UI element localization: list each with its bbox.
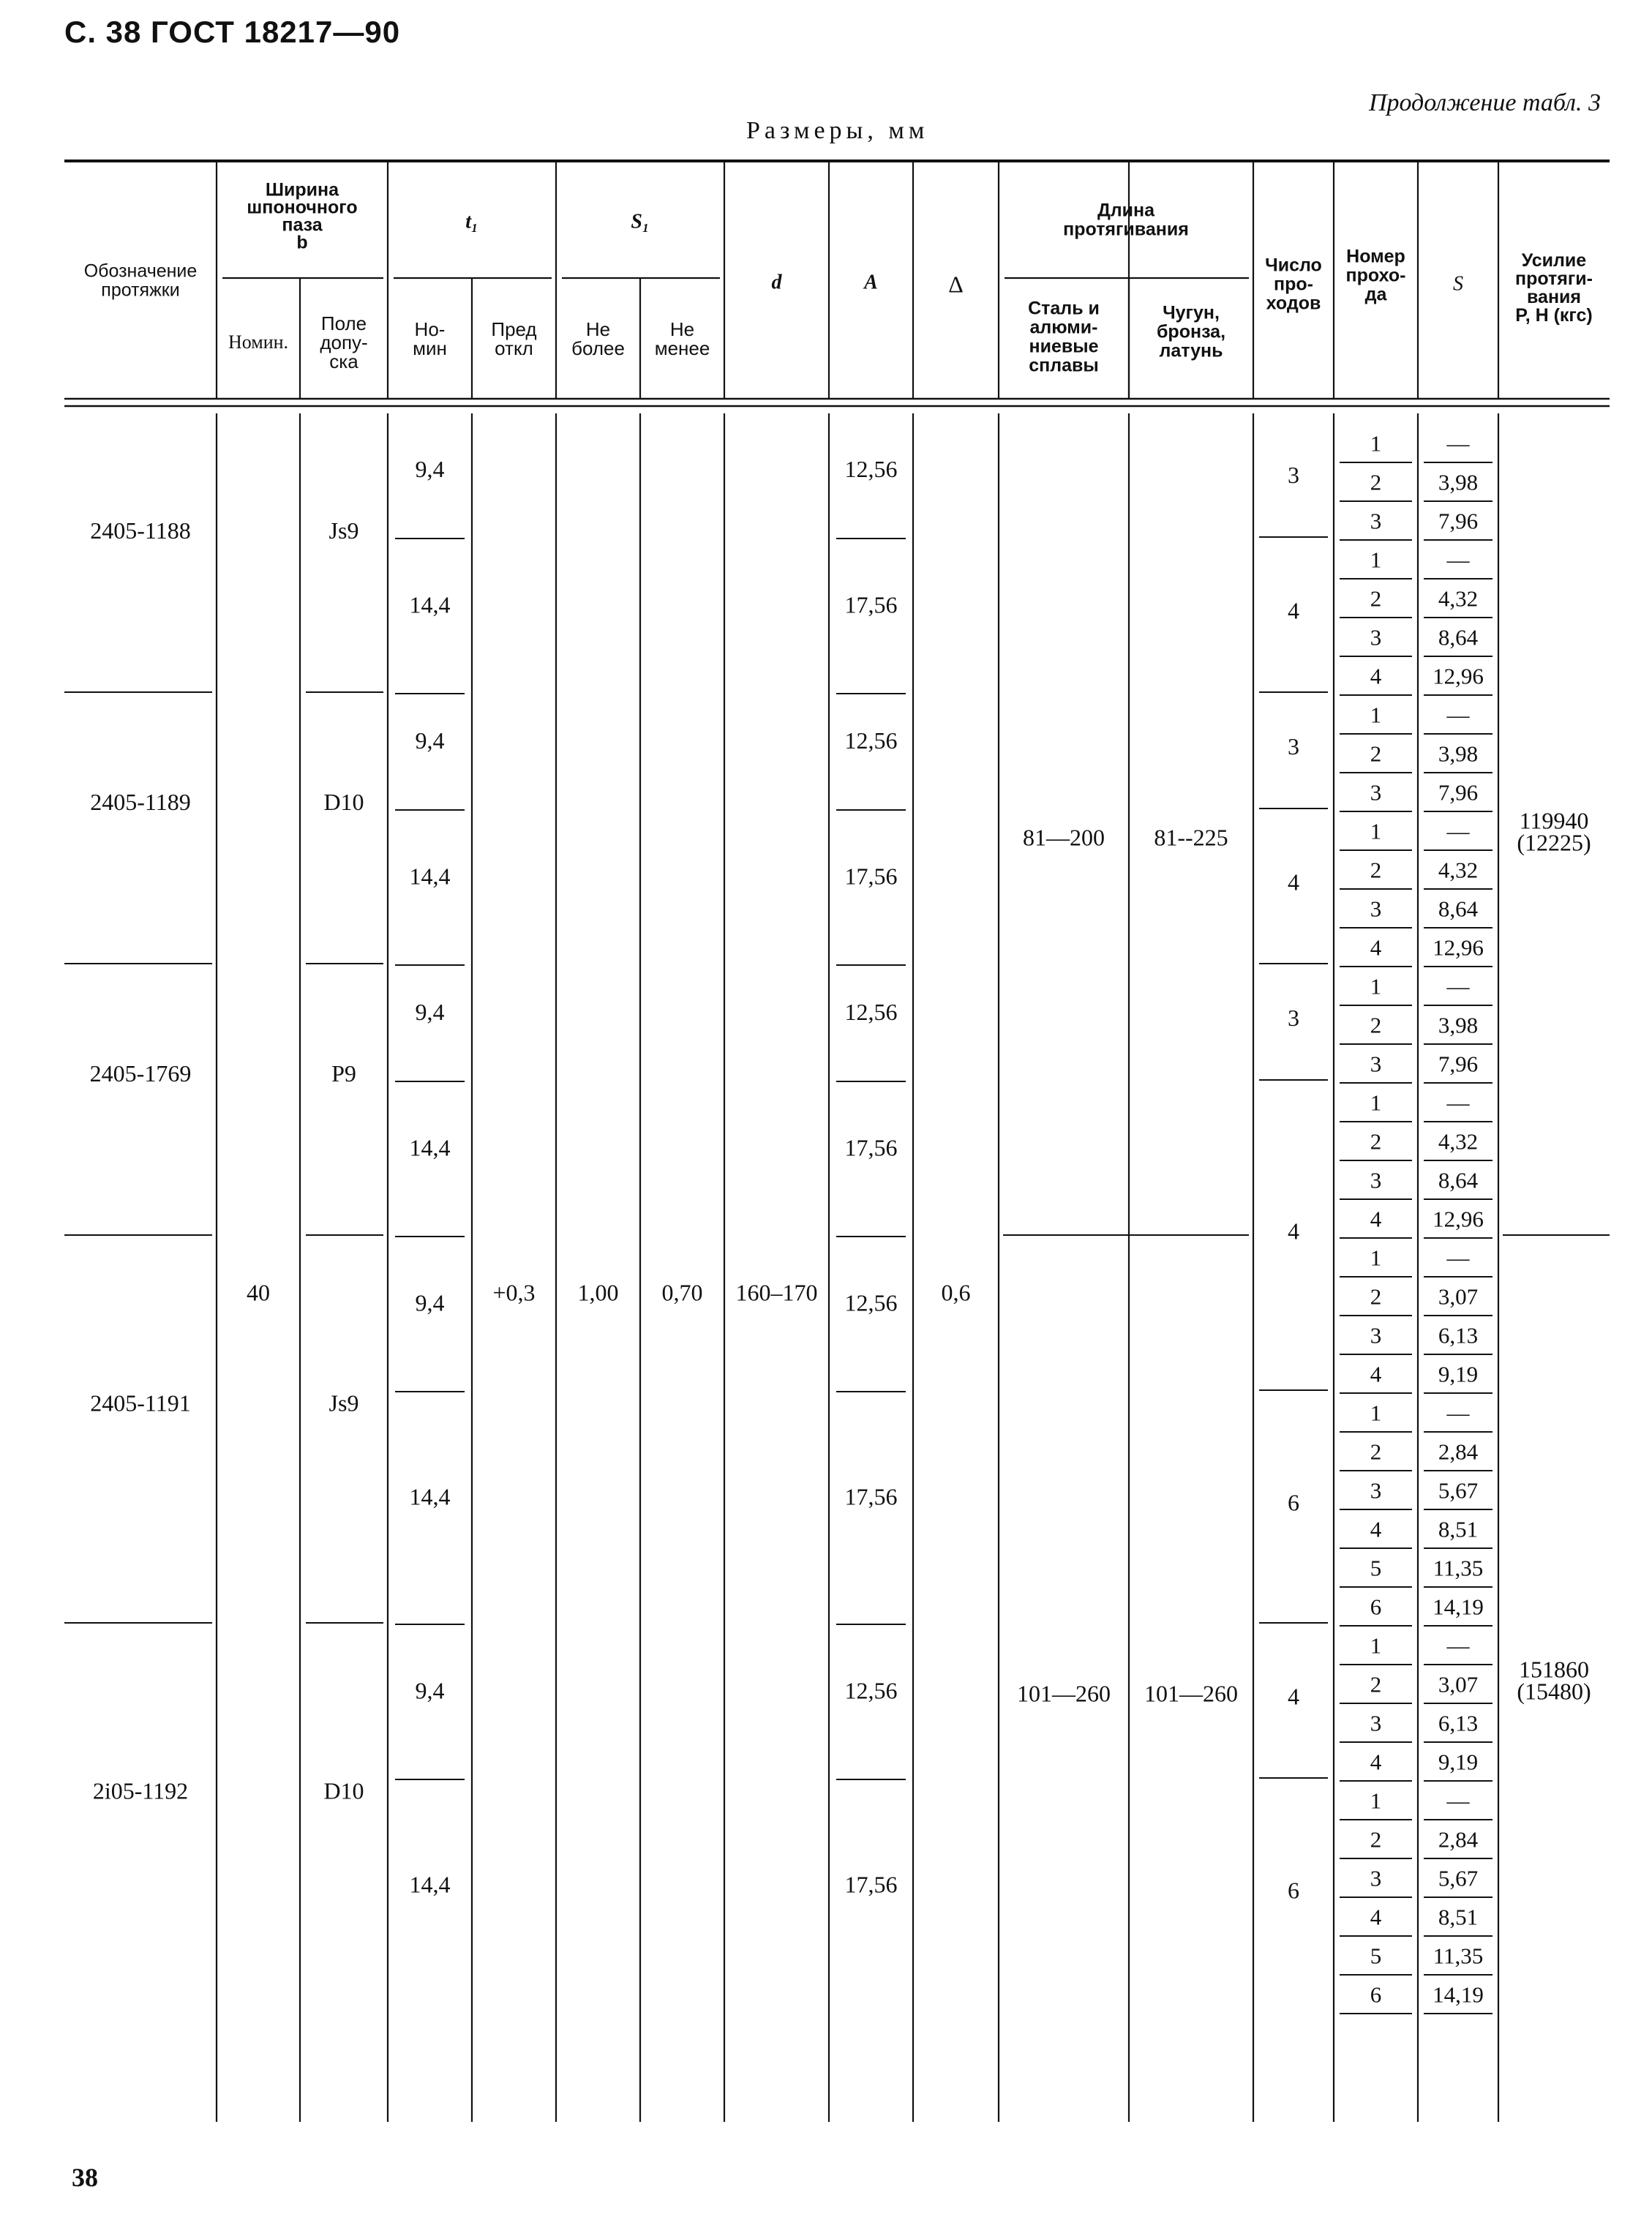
- pass-number-cell: 2: [1370, 1826, 1382, 1853]
- designation-cell: 2405-1191: [90, 1389, 191, 1417]
- pass-s-cell: 3,07: [1438, 1671, 1479, 1697]
- designation-cell: 2405-1769: [89, 1059, 192, 1087]
- pass-number-cell: 6: [1370, 1981, 1382, 2008]
- t1-nominal-cell: 14,4: [409, 1871, 451, 1898]
- pass-number-cell: 2: [1370, 469, 1382, 495]
- designation-cell: 2405-1189: [90, 788, 191, 815]
- t1-deviation-cell: +0,3: [492, 1279, 536, 1306]
- page-number: 38: [72, 2163, 98, 2192]
- col-header-s1-min: менее: [654, 337, 710, 359]
- col-header-b-tolerance: ска: [329, 350, 358, 372]
- pass-s-cell: 7,96: [1438, 508, 1479, 534]
- pass-s-cell: 3,98: [1438, 1012, 1479, 1038]
- col-header-delta: Δ: [948, 271, 964, 298]
- d-cell: 160–170: [735, 1279, 818, 1306]
- pass-s-cell: 14,19: [1433, 1981, 1484, 2008]
- force-cell: (15480): [1517, 1678, 1591, 1705]
- units-caption: Размеры, мм: [746, 117, 929, 144]
- pass-number-cell: 3: [1370, 1477, 1382, 1504]
- pass-s-cell: —: [1446, 1400, 1470, 1426]
- pass-s-cell: 2,84: [1438, 1438, 1479, 1465]
- col-header-pass-count: Число: [1265, 255, 1322, 276]
- col-header-b-nominal: Номин.: [228, 331, 289, 353]
- t1-nominal-cell: 9,4: [415, 998, 445, 1025]
- col-header-pass-number: да: [1364, 284, 1387, 305]
- col-header-t1-deviation: откл: [495, 337, 533, 359]
- pass-s-cell: —: [1446, 1089, 1470, 1116]
- pass-count-cell: 3: [1288, 732, 1299, 759]
- force-cell: 151860: [1519, 1656, 1589, 1683]
- b-nominal-cell: 40: [247, 1279, 270, 1306]
- pass-s-cell: —: [1446, 547, 1470, 573]
- pass-number-cell: 2: [1370, 857, 1382, 883]
- designation-cell: 2i05-1192: [92, 1777, 189, 1804]
- pass-s-cell: 8,51: [1438, 1516, 1479, 1542]
- col-header-pass-number: прохо-: [1345, 265, 1406, 286]
- pass-s-cell: 8,64: [1438, 624, 1479, 650]
- col-header-s: S: [1453, 272, 1463, 296]
- col-header-length-steel: ниевые: [1029, 336, 1099, 357]
- pass-number-cell: 3: [1370, 1710, 1382, 1736]
- col-header-length-steel: алюми-: [1029, 317, 1098, 338]
- pass-s-cell: 5,67: [1438, 1865, 1479, 1891]
- col-header-b-tolerance: Поле: [320, 312, 367, 334]
- a-cell: 17,56: [844, 591, 898, 618]
- pass-number-cell: 1: [1370, 430, 1382, 457]
- col-header-length-iron: бронза,: [1156, 321, 1226, 342]
- t1-nominal-cell: 14,4: [409, 863, 451, 890]
- pass-number-cell: 2: [1370, 740, 1382, 767]
- pass-number-cell: 1: [1370, 1632, 1382, 1659]
- delta-cell: 0,6: [941, 1279, 971, 1306]
- a-cell: 12,56: [844, 998, 898, 1025]
- col-header-b-tolerance: допу-: [320, 331, 368, 353]
- pass-count-cell: 6: [1288, 1489, 1299, 1516]
- col-header-key-width: b: [296, 232, 308, 253]
- pass-number-cell: 1: [1370, 1245, 1382, 1271]
- a-cell: 17,56: [844, 1134, 898, 1161]
- t1-nominal-cell: 9,4: [415, 1677, 445, 1704]
- pass-number-cell: 2: [1370, 1012, 1382, 1038]
- a-cell: 12,56: [844, 1289, 898, 1316]
- pass-number-cell: 1: [1370, 1400, 1382, 1426]
- col-header-s1-max: более: [571, 337, 625, 359]
- pass-s-cell: 2,84: [1438, 1826, 1479, 1853]
- pass-s-cell: 9,19: [1438, 1749, 1479, 1775]
- pass-number-cell: 2: [1370, 1128, 1382, 1155]
- pass-number-cell: 4: [1370, 1749, 1382, 1775]
- pass-number-cell: 3: [1370, 508, 1382, 534]
- t1-nominal-cell: 9,4: [415, 455, 445, 482]
- pass-number-cell: 3: [1370, 1167, 1382, 1193]
- pass-s-cell: 3,98: [1438, 469, 1479, 495]
- pass-s-cell: 12,96: [1433, 1206, 1484, 1232]
- page-header: С. 38 ГОСТ 18217—90: [64, 15, 401, 49]
- col-header-d: d: [771, 271, 782, 294]
- pass-number-cell: 6: [1370, 1594, 1382, 1620]
- pass-s-cell: 6,13: [1438, 1322, 1479, 1348]
- pass-s-cell: 6,13: [1438, 1710, 1479, 1736]
- col-header-pass-number: Номер: [1346, 246, 1405, 267]
- pass-number-cell: 4: [1370, 934, 1382, 961]
- pass-s-cell: 5,67: [1438, 1477, 1479, 1504]
- pass-number-cell: 4: [1370, 1516, 1382, 1542]
- pass-count-cell: 6: [1288, 1877, 1299, 1904]
- pass-s-cell: 12,96: [1433, 663, 1484, 689]
- pass-number-cell: 3: [1370, 624, 1382, 650]
- a-cell: 17,56: [844, 863, 898, 890]
- col-header-broaching-force: протяги-: [1515, 269, 1593, 290]
- a-cell: 12,56: [844, 1677, 898, 1704]
- length-iron-cell: 81--225: [1154, 824, 1228, 851]
- pass-number-cell: 1: [1370, 818, 1382, 844]
- length-steel-cell: 101—260: [1017, 1680, 1111, 1707]
- col-header-key-width: Ширина: [265, 179, 339, 200]
- col-header-length-steel: Сталь и: [1028, 298, 1100, 319]
- col-header-broaching-force: вания: [1527, 287, 1581, 308]
- pass-s-cell: —: [1446, 430, 1470, 457]
- col-header-pass-count: про-: [1274, 274, 1313, 295]
- pass-number-cell: 4: [1370, 663, 1382, 689]
- pass-s-cell: 11,35: [1433, 1555, 1484, 1581]
- pass-number-cell: 2: [1370, 585, 1382, 612]
- pass-number-cell: 4: [1370, 1206, 1382, 1232]
- pass-s-cell: 4,32: [1438, 585, 1479, 612]
- col-header-s1-max: Не: [585, 318, 611, 340]
- pass-s-cell: 8,64: [1438, 1167, 1479, 1193]
- pass-number-cell: 3: [1370, 1322, 1382, 1348]
- pass-s-cell: 3,98: [1438, 740, 1479, 767]
- col-header-key-width: паза: [282, 214, 323, 236]
- pass-number-cell: 1: [1370, 973, 1382, 999]
- pass-number-cell: 3: [1370, 779, 1382, 806]
- pass-count-cell: 4: [1288, 1218, 1299, 1245]
- length-steel-cell: 81—200: [1023, 824, 1105, 851]
- force-cell: 119940: [1519, 807, 1589, 834]
- pass-number-cell: 2: [1370, 1671, 1382, 1697]
- pass-number-cell: 3: [1370, 896, 1382, 922]
- s1-min-cell: 0,70: [661, 1279, 703, 1306]
- pass-number-cell: 4: [1370, 1361, 1382, 1387]
- col-header-key-width: шпоночного: [247, 197, 358, 218]
- t1-nominal-cell: 14,4: [409, 591, 451, 618]
- tolerance-field-cell: D10: [323, 788, 364, 815]
- col-header-designation: протяжки: [101, 280, 180, 301]
- col-header-t1-deviation: Пред: [491, 318, 537, 340]
- tolerance-field-cell: D10: [323, 1777, 364, 1804]
- pass-number-cell: 5: [1370, 1943, 1382, 1969]
- col-header-broach-length: протягивания: [1063, 219, 1189, 240]
- col-header-broaching-force: P, Н (кгс): [1515, 305, 1593, 326]
- tolerance-field-cell: Js9: [328, 517, 359, 544]
- col-header-length-iron: Чугун,: [1163, 302, 1220, 323]
- a-cell: 17,56: [844, 1871, 898, 1898]
- col-header-broaching-force: Усилие: [1521, 250, 1587, 271]
- col-header-length-iron: латунь: [1159, 340, 1223, 361]
- pass-number-cell: 4: [1370, 1904, 1382, 1930]
- col-header-s1-min: Не: [669, 318, 695, 340]
- pass-number-cell: 3: [1370, 1051, 1382, 1077]
- a-cell: 12,56: [844, 455, 898, 482]
- col-header-pass-count: ходов: [1266, 293, 1321, 314]
- pass-s-cell: —: [1446, 973, 1470, 999]
- table-continuation-label: Продолжение табл. 3: [1368, 89, 1601, 116]
- pass-s-cell: 4,32: [1438, 857, 1479, 883]
- t1-nominal-cell: 14,4: [409, 1134, 451, 1161]
- pass-s-cell: 8,51: [1438, 1904, 1479, 1930]
- pass-s-cell: —: [1446, 702, 1470, 728]
- t1-nominal-cell: 14,4: [409, 1483, 451, 1510]
- pass-s-cell: 14,19: [1433, 1594, 1484, 1620]
- pass-s-cell: 3,07: [1438, 1283, 1479, 1310]
- s1-max-cell: 1,00: [577, 1279, 619, 1306]
- t1-nominal-cell: 9,4: [415, 1289, 445, 1316]
- col-header-a: A: [864, 271, 878, 294]
- col-header-s1: S₁: [631, 210, 650, 233]
- tolerance-field-cell: Js9: [328, 1389, 359, 1417]
- col-header-length-steel: сплавы: [1029, 355, 1099, 376]
- col-header-t1: t₁: [465, 210, 478, 233]
- pass-number-cell: 1: [1370, 1089, 1382, 1116]
- pass-number-cell: 1: [1370, 547, 1382, 573]
- pass-s-cell: —: [1446, 1245, 1470, 1271]
- t1-nominal-cell: 9,4: [415, 727, 445, 754]
- pass-s-cell: —: [1446, 1787, 1470, 1814]
- pass-number-cell: 2: [1370, 1438, 1382, 1465]
- pass-s-cell: 7,96: [1438, 779, 1479, 806]
- pass-s-cell: 7,96: [1438, 1051, 1479, 1077]
- pass-s-cell: —: [1446, 818, 1470, 844]
- col-header-broach-length: Длина: [1097, 200, 1155, 221]
- pass-s-cell: 4,32: [1438, 1128, 1479, 1155]
- pass-number-cell: 3: [1370, 1865, 1382, 1891]
- force-cell: (12225): [1517, 829, 1591, 856]
- pass-number-cell: 1: [1370, 1787, 1382, 1814]
- pass-count-cell: 4: [1288, 1683, 1299, 1710]
- pass-s-cell: —: [1446, 1632, 1470, 1659]
- pass-s-cell: 9,19: [1438, 1361, 1479, 1387]
- pass-number-cell: 1: [1370, 702, 1382, 728]
- pass-number-cell: 2: [1370, 1283, 1382, 1310]
- pass-count-cell: 3: [1288, 1004, 1299, 1031]
- tolerance-field-cell: P9: [331, 1059, 356, 1087]
- pass-count-cell: 3: [1288, 461, 1299, 488]
- pass-count-cell: 4: [1288, 868, 1299, 896]
- pass-number-cell: 5: [1370, 1555, 1382, 1581]
- a-cell: 17,56: [844, 1483, 898, 1510]
- pass-s-cell: 12,96: [1433, 934, 1484, 961]
- col-header-t1-nominal: Но-: [414, 318, 446, 340]
- col-header-designation: Обозначение: [83, 260, 198, 282]
- pass-s-cell: 11,35: [1433, 1943, 1484, 1969]
- col-header-t1-nominal: мин: [413, 337, 447, 359]
- designation-cell: 2405-1188: [90, 517, 191, 544]
- pass-s-cell: 8,64: [1438, 896, 1479, 922]
- pass-count-cell: 4: [1288, 597, 1299, 624]
- length-iron-cell: 101—260: [1144, 1680, 1238, 1707]
- a-cell: 12,56: [844, 727, 898, 754]
